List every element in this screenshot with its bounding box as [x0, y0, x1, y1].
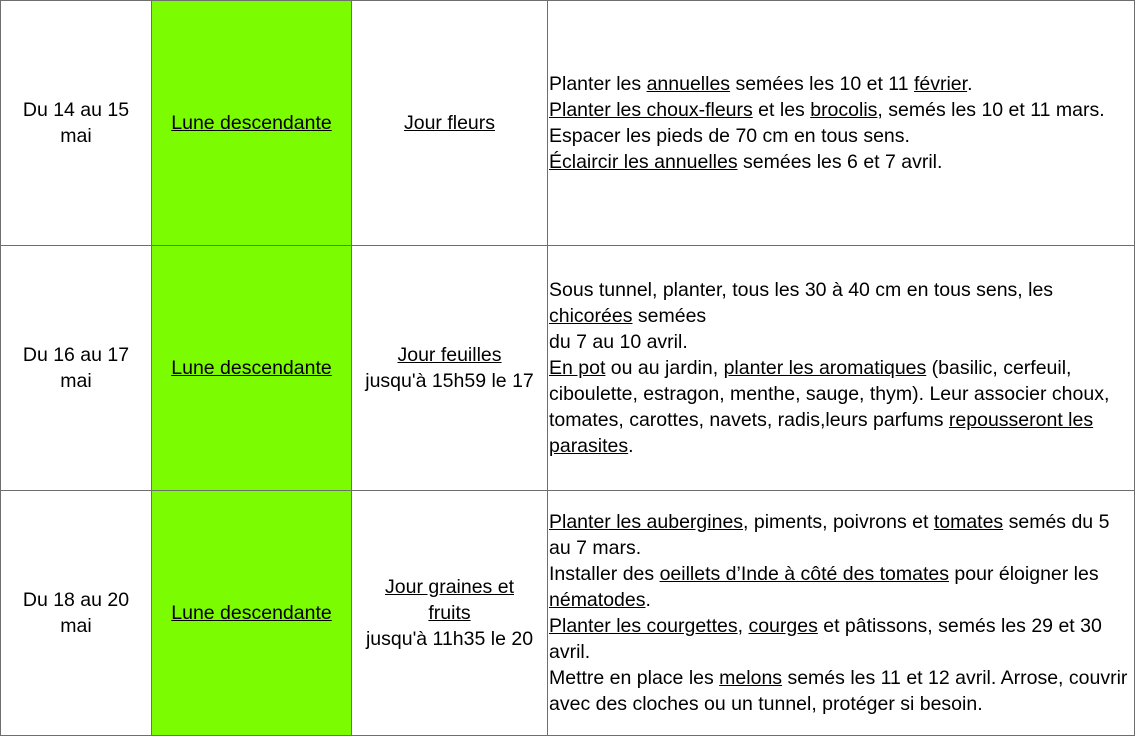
- advice-paragraph: [549, 329, 1134, 355]
- day-type-until-text: jusqu'à 15h59 le 17: [365, 370, 534, 392]
- advice-text: semées les 6 et 7 avril.: [737, 151, 943, 173]
- advice-text: et pâtissons, semés les 29 et 30 avril.: [549, 615, 1102, 663]
- gardening-advice-cell: [548, 491, 1135, 736]
- advice-paragraph: [549, 277, 1134, 329]
- advice-text: Installer des: [549, 563, 660, 585]
- moon-phase-cell: [152, 491, 352, 736]
- advice-text: semés du 5 au 7 mars.: [549, 511, 1110, 559]
- advice-text: et les: [752, 99, 811, 121]
- advice-link[interactable]: Planter les courgettes: [549, 615, 738, 637]
- advice-text: , semés les 10 et 11 mars. Espacer les pieds de 70 cm en tous sens.: [549, 99, 1105, 147]
- advice-link[interactable]: tomates: [933, 511, 1004, 533]
- advice-text: .: [967, 73, 973, 95]
- moon-phase-link[interactable]: Lune descendante: [171, 602, 332, 624]
- advice-link[interactable]: Planter les aubergines: [549, 511, 744, 533]
- date-cell: [1, 246, 152, 491]
- advice-link[interactable]: Planter les choux-fleurs: [549, 99, 753, 121]
- calendar-body: [1, 1, 1135, 736]
- advice-link[interactable]: repousseront les parasites: [549, 409, 1094, 457]
- day-type-link[interactable]: Jour feuilles: [397, 344, 502, 366]
- advice-text: ou au jardin,: [605, 357, 724, 379]
- advice-paragraph: [549, 509, 1134, 561]
- advice-paragraph: [549, 71, 1134, 97]
- calendar-row: [1, 1, 1135, 246]
- moon-phase-link[interactable]: Lune descendante: [171, 357, 332, 379]
- advice-text: Mettre en place les: [549, 667, 720, 689]
- advice-link[interactable]: En pot: [549, 357, 606, 379]
- advice-text: .: [645, 589, 651, 611]
- advice-text: semés les 11 et 12 avril. Arrose, couvrir avec des cloches ou un tunnel, protéger si besoin.: [549, 667, 1128, 715]
- advice-link[interactable]: planter les aromatiques: [723, 357, 927, 379]
- advice-text: .: [628, 435, 634, 457]
- day-type-link[interactable]: Jour fleurs: [403, 112, 496, 134]
- date-range-text: Du 14 au 15 mai: [22, 99, 130, 147]
- day-type-cell: [352, 491, 548, 736]
- advice-text: pour éloigner les: [949, 563, 1099, 585]
- moon-phase-link[interactable]: Lune descendante: [171, 112, 332, 134]
- advice-text: semées les 10 et 11: [730, 73, 914, 95]
- calendar-row: [1, 246, 1135, 491]
- advice-paragraph: [549, 355, 1134, 459]
- moon-phase-cell: [152, 1, 352, 246]
- gardening-advice-cell: [548, 246, 1135, 491]
- advice-link[interactable]: chicorées: [549, 305, 633, 327]
- gardening-advice-cell: [548, 1, 1135, 246]
- date-range-text: Du 18 au 20 mai: [22, 589, 130, 637]
- advice-text: semées: [632, 305, 707, 327]
- advice-link[interactable]: Éclaircir les annuelles: [549, 151, 738, 173]
- advice-paragraph: [549, 665, 1134, 717]
- day-type-link[interactable]: Jour graines et fruits: [385, 576, 514, 624]
- advice-link[interactable]: nématodes: [549, 589, 646, 611]
- date-cell: [1, 491, 152, 736]
- advice-paragraph: [549, 149, 1134, 175]
- advice-link[interactable]: brocolis: [810, 99, 878, 121]
- advice-link[interactable]: courges: [748, 615, 818, 637]
- advice-link[interactable]: melons: [719, 667, 783, 689]
- advice-paragraph: [549, 561, 1134, 613]
- advice-text: Planter les: [549, 73, 647, 95]
- advice-text: , piments, poivrons et: [743, 511, 934, 533]
- advice-link[interactable]: oeillets d’Inde à côté des tomates: [659, 563, 949, 585]
- moon-phase-cell: [152, 246, 352, 491]
- day-type-cell: [352, 1, 548, 246]
- advice-text: (basilic, cerfeuil, ciboulette, estragon, menthe, sauge, thym). Leur associer choux, tomates, carottes, navets, radis,leurs parfums: [549, 357, 1110, 431]
- advice-paragraph: [549, 97, 1134, 149]
- day-type-until-text: jusqu'à 11h35 le 20: [365, 628, 534, 650]
- advice-paragraph: [549, 613, 1134, 665]
- advice-text: Sous tunnel, planter, tous les 30 à 40 cm en tous sens, les: [549, 279, 1054, 301]
- advice-text: ,: [737, 615, 749, 637]
- advice-link[interactable]: annuelles: [646, 73, 731, 95]
- day-type-cell: [352, 246, 548, 491]
- date-range-text: Du 16 au 17 mai: [22, 344, 130, 392]
- advice-text: du 7 au 10 avril.: [549, 331, 688, 353]
- advice-link[interactable]: février: [913, 73, 968, 95]
- date-cell: [1, 1, 152, 246]
- calendar-row: [1, 491, 1135, 736]
